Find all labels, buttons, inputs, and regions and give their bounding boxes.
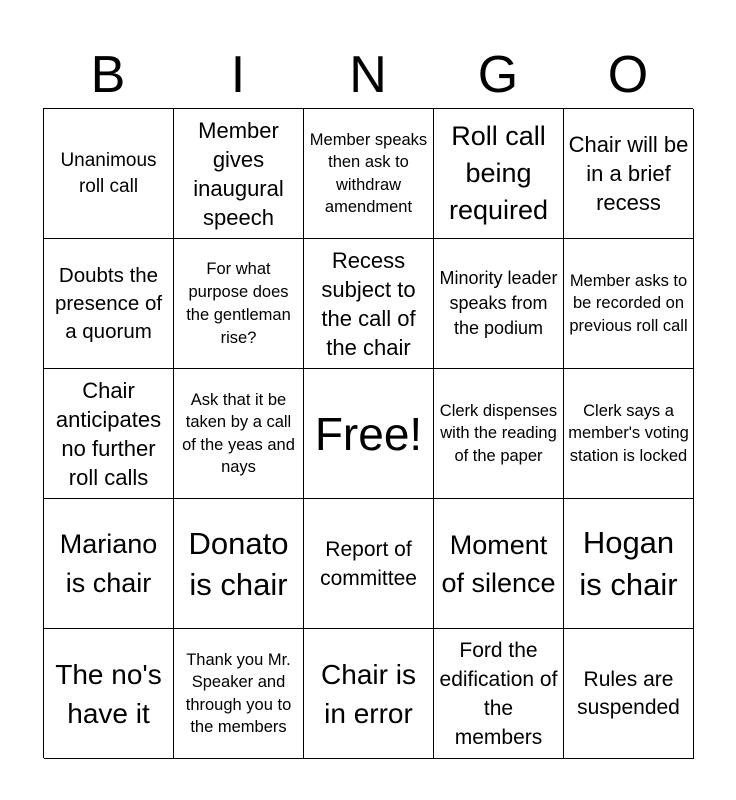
bingo-cell[interactable]: [304, 499, 434, 629]
bingo-cell[interactable]: [564, 109, 694, 239]
bingo-cell[interactable]: [564, 369, 694, 499]
bingo-cell[interactable]: [434, 109, 564, 239]
cell-text: Ask that it be taken by a call of the yeas and nays: [182, 390, 295, 476]
cell-text: Minority leader speaks from the podium: [439, 268, 558, 338]
header-letter-i: I: [230, 46, 246, 104]
cell-text: Mariano is chair: [59, 528, 158, 598]
header-letter-g: G: [477, 46, 519, 104]
bingo-cell[interactable]: [304, 239, 434, 369]
cell-text: Hogan is chair: [579, 524, 678, 602]
bingo-cell[interactable]: [174, 629, 304, 759]
bingo-cell[interactable]: [304, 629, 434, 759]
cell-text: Member asks to be recorded on previous roll call: [569, 271, 688, 335]
cell-text: For what purpose does the gentleman rise?: [186, 259, 291, 347]
bingo-cell[interactable]: [44, 369, 174, 499]
bingo-cell[interactable]: [564, 629, 694, 759]
bingo-cell[interactable]: [174, 499, 304, 629]
bingo-cell[interactable]: [434, 369, 564, 499]
cell-text: Unanimous roll call: [60, 149, 157, 197]
cell-text: Member gives inaugural speech: [193, 117, 284, 230]
bingo-cell[interactable]: [44, 499, 174, 629]
cell-text: Rules are suspended: [577, 667, 680, 719]
header-letter-o: O: [607, 46, 649, 104]
header-letter-b: B: [90, 46, 126, 104]
bingo-header: [43, 42, 693, 108]
bingo-cell[interactable]: [434, 629, 564, 759]
header-letter-n: N: [349, 46, 387, 104]
cell-text: Doubts the presence of a quorum: [54, 263, 163, 343]
bingo-cell[interactable]: [434, 239, 564, 369]
cell-text: Clerk says a member's voting station is locked: [568, 401, 689, 465]
bingo-cell[interactable]: [44, 109, 174, 239]
bingo-cell[interactable]: [174, 369, 304, 499]
free-space-text: Free!: [314, 407, 423, 460]
bingo-card: [43, 108, 693, 758]
cell-text: Chair anticipates no further roll calls: [55, 377, 162, 490]
cell-text: Ford the edification of the members: [439, 638, 558, 749]
cell-text: Donato is chair: [188, 525, 289, 602]
cell-text: Member speaks then ask to withdraw amendment: [309, 130, 428, 216]
cell-text: Report of committee: [320, 537, 417, 590]
bingo-cell[interactable]: [174, 239, 304, 369]
bingo-cell[interactable]: [564, 239, 694, 369]
cell-text: The no's have it: [55, 658, 162, 729]
bingo-cell[interactable]: [44, 629, 174, 759]
cell-text: Roll call being required: [448, 121, 549, 225]
cell-text: Clerk dispenses with the reading of the paper: [439, 401, 558, 465]
cell-text: Chair will be in a brief recess: [568, 132, 689, 215]
bingo-cell[interactable]: [44, 239, 174, 369]
bingo-cell[interactable]: [434, 499, 564, 629]
cell-text: Thank you Mr. Speaker and through you to the members: [185, 650, 292, 736]
cell-text: Recess subject to the call of the chair: [321, 247, 416, 360]
bingo-cell[interactable]: [304, 109, 434, 239]
cell-text: Moment of silence: [441, 529, 556, 598]
cell-text: Chair is in error: [321, 658, 416, 729]
free-space-cell[interactable]: [304, 369, 434, 499]
bingo-cell[interactable]: [564, 499, 694, 629]
bingo-cell[interactable]: [174, 109, 304, 239]
